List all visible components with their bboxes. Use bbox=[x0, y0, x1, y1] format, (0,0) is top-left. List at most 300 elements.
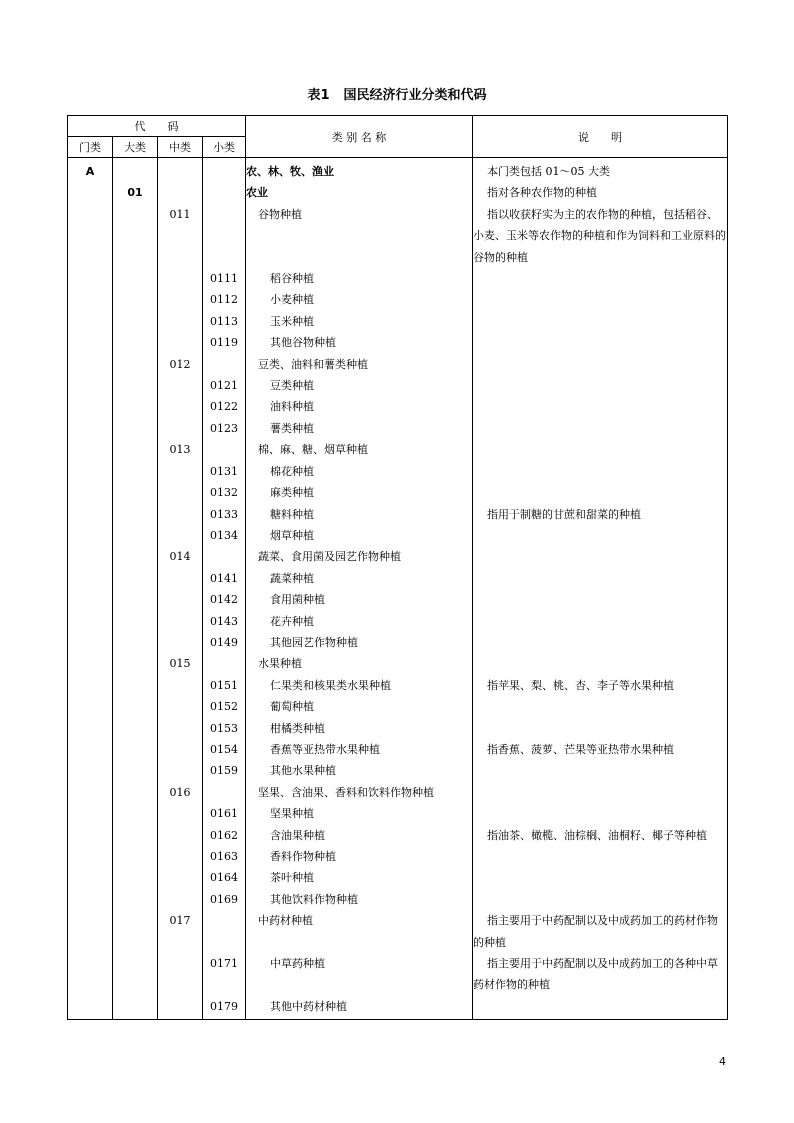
code-xiao-cell bbox=[203, 996, 246, 1020]
category-name: 中草药种植 bbox=[270, 957, 325, 971]
category-name-cell bbox=[246, 632, 473, 653]
code-zhong-cell bbox=[158, 546, 203, 567]
table-row bbox=[68, 375, 728, 396]
code-xiao: 0164 bbox=[210, 871, 238, 885]
code-zhong-cell bbox=[158, 158, 203, 183]
code-zhong-cell bbox=[158, 182, 203, 203]
category-name-cell bbox=[246, 311, 473, 332]
category-name-cell bbox=[246, 396, 473, 417]
code-xiao: 0163 bbox=[210, 850, 238, 863]
description-cell bbox=[473, 504, 728, 525]
description-cell bbox=[473, 632, 728, 653]
description-cell bbox=[473, 158, 728, 183]
category-name: 谷物种植 bbox=[258, 207, 302, 221]
code-xiao-cell bbox=[203, 653, 246, 674]
table-row bbox=[68, 158, 728, 183]
code-xiao-cell bbox=[203, 803, 246, 824]
table-row bbox=[68, 504, 728, 525]
description-cell bbox=[473, 653, 728, 674]
category-name: 柑橘类种植 bbox=[270, 721, 325, 735]
header-da: 大类 bbox=[113, 137, 158, 158]
code-men-cell bbox=[68, 803, 113, 824]
code-da-cell bbox=[113, 739, 158, 760]
category-name: 香蕉等亚热带水果种植 bbox=[270, 742, 380, 756]
header-xiao: 小类 bbox=[203, 137, 246, 158]
code-men: A bbox=[85, 165, 95, 178]
table-row bbox=[68, 910, 728, 953]
code-da-cell bbox=[113, 568, 158, 589]
table-row bbox=[68, 332, 728, 353]
category-name-cell bbox=[246, 504, 473, 525]
code-xiao-cell bbox=[203, 718, 246, 739]
description-cell bbox=[473, 589, 728, 610]
table-row bbox=[68, 953, 728, 996]
description: 指油茶、橄榄、油棕榈、油桐籽、椰子等种植 bbox=[487, 828, 707, 842]
category-name-cell bbox=[246, 760, 473, 781]
code-xiao-cell bbox=[203, 525, 246, 546]
code-xiao-cell bbox=[203, 482, 246, 503]
code-da-cell bbox=[113, 418, 158, 439]
code-da-cell bbox=[113, 289, 158, 310]
code-xiao: 0141 bbox=[210, 571, 238, 585]
code-zhong-cell bbox=[158, 675, 203, 696]
code-xiao-cell bbox=[203, 910, 246, 953]
code-zhong-cell bbox=[158, 889, 203, 910]
code-xiao-cell bbox=[203, 418, 246, 439]
code-zhong-cell bbox=[158, 803, 203, 824]
code-xiao: 0161 bbox=[210, 807, 238, 821]
table-title bbox=[0, 84, 794, 103]
code-xiao: 0143 bbox=[210, 614, 238, 628]
code-da-cell bbox=[113, 182, 158, 203]
header-category-name: 类 别 名 称 bbox=[246, 116, 473, 158]
description-cell bbox=[473, 611, 728, 632]
code-zhong-cell bbox=[158, 760, 203, 781]
code-men-cell bbox=[68, 889, 113, 910]
code-men-cell bbox=[68, 718, 113, 739]
description-cell bbox=[473, 546, 728, 567]
table-row bbox=[68, 675, 728, 696]
category-name: 葡萄种植 bbox=[270, 700, 314, 714]
code-xiao-cell bbox=[203, 632, 246, 653]
code-xiao-cell bbox=[203, 182, 246, 203]
code-zhong-cell bbox=[158, 289, 203, 310]
category-name: 小麦种植 bbox=[270, 293, 314, 307]
code-xiao-cell bbox=[203, 760, 246, 781]
code-xiao: 0133 bbox=[210, 507, 238, 521]
code-men-cell bbox=[68, 760, 113, 781]
category-name-cell bbox=[246, 653, 473, 674]
code-xiao-cell bbox=[203, 568, 246, 589]
table-row bbox=[68, 760, 728, 781]
code-zhong: 017 bbox=[169, 914, 191, 928]
category-name-cell bbox=[246, 611, 473, 632]
code-men-cell bbox=[68, 396, 113, 417]
code-xiao-cell bbox=[203, 846, 246, 867]
code-xiao: 0134 bbox=[210, 528, 238, 542]
description: 指主要用于中药配制以及中成药加工的各种中草药材作物的种植 bbox=[473, 957, 718, 992]
code-da-cell bbox=[113, 867, 158, 888]
code-xiao: 0121 bbox=[210, 379, 238, 393]
code-da-cell bbox=[113, 504, 158, 525]
code-da-cell bbox=[113, 354, 158, 375]
description-cell bbox=[473, 675, 728, 696]
description: 指对各种农作物的种植 bbox=[487, 186, 597, 200]
category-name-cell bbox=[246, 996, 473, 1020]
code-men-cell bbox=[68, 739, 113, 760]
code-zhong-cell bbox=[158, 418, 203, 439]
description-cell bbox=[473, 311, 728, 332]
description-cell bbox=[473, 867, 728, 888]
code-xiao: 0122 bbox=[210, 400, 238, 414]
code-da-cell bbox=[113, 332, 158, 353]
category-name-cell bbox=[246, 803, 473, 824]
code-men-cell bbox=[68, 589, 113, 610]
category-name-cell bbox=[246, 375, 473, 396]
category-name-cell bbox=[246, 825, 473, 846]
description-cell bbox=[473, 718, 728, 739]
code-da-cell bbox=[113, 311, 158, 332]
description-cell bbox=[473, 996, 728, 1020]
category-name-cell bbox=[246, 546, 473, 567]
code-da-cell bbox=[113, 653, 158, 674]
description-cell bbox=[473, 289, 728, 310]
table-row bbox=[68, 653, 728, 674]
code-zhong-cell bbox=[158, 996, 203, 1020]
category-name: 其他园艺作物种植 bbox=[270, 635, 358, 649]
code-xiao-cell bbox=[203, 289, 246, 310]
code-zhong-cell bbox=[158, 439, 203, 460]
description-cell bbox=[473, 461, 728, 482]
description-cell bbox=[473, 354, 728, 375]
category-name: 油料种植 bbox=[270, 400, 314, 414]
code-men-cell bbox=[68, 910, 113, 953]
code-xiao: 0151 bbox=[210, 678, 238, 692]
table-row bbox=[68, 354, 728, 375]
category-name: 麻类种植 bbox=[270, 486, 314, 500]
code-da-cell bbox=[113, 803, 158, 824]
code-zhong-cell bbox=[158, 504, 203, 525]
code-zhong-cell bbox=[158, 482, 203, 503]
category-name: 水果种植 bbox=[258, 657, 302, 671]
category-name-cell bbox=[246, 439, 473, 460]
code-men-cell bbox=[68, 546, 113, 567]
code-da-cell bbox=[113, 525, 158, 546]
table-row bbox=[68, 718, 728, 739]
code-men-cell bbox=[68, 182, 113, 203]
code-men-cell bbox=[68, 311, 113, 332]
description-cell bbox=[473, 803, 728, 824]
code-xiao: 0149 bbox=[210, 635, 238, 649]
code-xiao-cell bbox=[203, 889, 246, 910]
header-description: 说 明 bbox=[473, 116, 728, 158]
category-name-cell bbox=[246, 461, 473, 482]
code-men-cell bbox=[68, 268, 113, 289]
category-name-cell bbox=[246, 182, 473, 203]
description-cell bbox=[473, 396, 728, 417]
table-row bbox=[68, 782, 728, 803]
code-zhong-cell bbox=[158, 332, 203, 353]
code-men-cell bbox=[68, 354, 113, 375]
category-name-cell bbox=[246, 332, 473, 353]
code-xiao: 0123 bbox=[210, 421, 238, 435]
header-men: 门类 bbox=[68, 137, 113, 158]
code-zhong-cell bbox=[158, 846, 203, 867]
code-xiao: 0132 bbox=[210, 486, 238, 500]
category-name-cell bbox=[246, 696, 473, 717]
table-row bbox=[68, 439, 728, 460]
code-xiao: 0154 bbox=[210, 742, 238, 756]
code-xiao: 0131 bbox=[210, 464, 238, 478]
code-xiao-cell bbox=[203, 739, 246, 760]
code-zhong-cell bbox=[158, 589, 203, 610]
category-name: 糖料种植 bbox=[270, 507, 314, 521]
code-men-cell bbox=[68, 953, 113, 996]
table-row bbox=[68, 461, 728, 482]
code-xiao-cell bbox=[203, 825, 246, 846]
code-zhong-cell bbox=[158, 910, 203, 953]
code-da-cell bbox=[113, 825, 158, 846]
code-men-cell bbox=[68, 653, 113, 674]
code-da-cell bbox=[113, 439, 158, 460]
category-name-cell bbox=[246, 782, 473, 803]
code-xiao-cell bbox=[203, 675, 246, 696]
code-zhong: 011 bbox=[169, 207, 191, 221]
code-men-cell bbox=[68, 696, 113, 717]
description-cell bbox=[473, 889, 728, 910]
code-xiao: 0179 bbox=[210, 999, 238, 1013]
category-name-cell bbox=[246, 889, 473, 910]
category-name: 食用菌种植 bbox=[270, 593, 325, 607]
category-name-cell bbox=[246, 867, 473, 888]
table-row bbox=[68, 482, 728, 503]
code-zhong-cell bbox=[158, 396, 203, 417]
category-name-cell bbox=[246, 739, 473, 760]
code-da-cell bbox=[113, 461, 158, 482]
code-men-cell bbox=[68, 525, 113, 546]
category-name-cell bbox=[246, 568, 473, 589]
table-row bbox=[68, 996, 728, 1020]
code-xiao-cell bbox=[203, 461, 246, 482]
description-cell bbox=[473, 910, 728, 953]
category-name-cell bbox=[246, 589, 473, 610]
description-cell bbox=[473, 332, 728, 353]
description-cell bbox=[473, 418, 728, 439]
code-men-cell bbox=[68, 825, 113, 846]
category-name-cell bbox=[246, 846, 473, 867]
code-zhong-cell bbox=[158, 568, 203, 589]
code-da-cell bbox=[113, 589, 158, 610]
table-row bbox=[68, 546, 728, 567]
code-xiao: 0112 bbox=[210, 293, 238, 307]
category-name: 烟草种植 bbox=[270, 528, 314, 542]
code-zhong-cell bbox=[158, 354, 203, 375]
code-da-cell bbox=[113, 632, 158, 653]
table-body bbox=[68, 158, 728, 1020]
code-xiao: 0142 bbox=[210, 593, 238, 607]
code-zhong-cell bbox=[158, 311, 203, 332]
code-zhong-cell bbox=[158, 825, 203, 846]
code-zhong: 013 bbox=[169, 443, 191, 457]
table-title-text: 国民经济行业分类和代码 bbox=[343, 88, 487, 103]
description-cell bbox=[473, 204, 728, 268]
code-xiao-cell bbox=[203, 439, 246, 460]
code-da-cell bbox=[113, 268, 158, 289]
description-cell bbox=[473, 439, 728, 460]
table-row bbox=[68, 867, 728, 888]
category-name: 其他水果种植 bbox=[270, 764, 336, 778]
code-men-cell bbox=[68, 158, 113, 183]
table-row bbox=[68, 418, 728, 439]
code-da-cell bbox=[113, 718, 158, 739]
code-da-cell bbox=[113, 611, 158, 632]
code-xiao-cell bbox=[203, 953, 246, 996]
code-da-cell bbox=[113, 889, 158, 910]
category-name-cell bbox=[246, 482, 473, 503]
description-cell bbox=[473, 375, 728, 396]
code-men-cell bbox=[68, 996, 113, 1020]
code-xiao: 0113 bbox=[210, 314, 238, 328]
code-xiao-cell bbox=[203, 589, 246, 610]
category-name-cell bbox=[246, 718, 473, 739]
description-cell bbox=[473, 482, 728, 503]
category-name: 蔬菜、食用菌及园艺作物种植 bbox=[258, 550, 401, 564]
description-cell bbox=[473, 825, 728, 846]
code-zhong: 016 bbox=[169, 785, 191, 799]
code-zhong-cell bbox=[158, 867, 203, 888]
description: 本门类包括 01～05 大类 bbox=[487, 165, 610, 178]
code-da-cell bbox=[113, 396, 158, 417]
code-men-cell bbox=[68, 439, 113, 460]
category-name: 棉、麻、糖、烟草种植 bbox=[258, 443, 368, 457]
description-cell bbox=[473, 525, 728, 546]
category-name: 其他谷物种植 bbox=[270, 336, 336, 350]
code-men-cell bbox=[68, 482, 113, 503]
code-xiao-cell bbox=[203, 311, 246, 332]
description-cell bbox=[473, 739, 728, 760]
code-da-cell bbox=[113, 910, 158, 953]
code-zhong: 014 bbox=[169, 550, 191, 564]
code-zhong-cell bbox=[158, 782, 203, 803]
code-da-cell bbox=[113, 760, 158, 781]
category-name: 薯类种植 bbox=[270, 421, 314, 435]
code-men-cell bbox=[68, 332, 113, 353]
category-name: 含油果种植 bbox=[270, 828, 325, 842]
code-men-cell bbox=[68, 504, 113, 525]
description: 指用于制糖的甘蔗和甜菜的种植 bbox=[487, 507, 641, 521]
category-name: 坚果、含油果、香料和饮料作物种植 bbox=[258, 785, 434, 799]
code-zhong-cell bbox=[158, 375, 203, 396]
code-da-cell bbox=[113, 482, 158, 503]
code-men-cell bbox=[68, 611, 113, 632]
code-men-cell bbox=[68, 782, 113, 803]
code-zhong-cell bbox=[158, 632, 203, 653]
code-da-cell bbox=[113, 158, 158, 183]
code-xiao: 0169 bbox=[210, 892, 238, 906]
table-row bbox=[68, 846, 728, 867]
description-cell bbox=[473, 182, 728, 203]
category-name: 蔬菜种植 bbox=[270, 571, 314, 585]
description: 指香蕉、菠萝、芒果等亚热带水果种植 bbox=[487, 742, 674, 756]
code-men-cell bbox=[68, 461, 113, 482]
code-da-cell bbox=[113, 375, 158, 396]
description: 指苹果、梨、桃、杏、李子等水果种植 bbox=[487, 678, 674, 692]
table-row bbox=[68, 589, 728, 610]
header-code: 代 码 bbox=[68, 116, 246, 137]
description-cell bbox=[473, 760, 728, 781]
table-row bbox=[68, 396, 728, 417]
table-row bbox=[68, 525, 728, 546]
description-cell bbox=[473, 782, 728, 803]
description-cell bbox=[473, 568, 728, 589]
description: 指以收获籽实为主的农作物的种植，包括稻谷、小麦、玉米等农作物的种植和作为饲料和工业原料的谷物的种植 bbox=[473, 207, 726, 264]
category-name: 稻谷种植 bbox=[270, 272, 314, 286]
header-zhong: 中类 bbox=[158, 137, 203, 158]
code-zhong-cell bbox=[158, 696, 203, 717]
description: 指主要用于中药配制以及中成药加工的药材作物的种植 bbox=[473, 914, 718, 949]
description-cell bbox=[473, 268, 728, 289]
code-zhong-cell bbox=[158, 525, 203, 546]
code-xiao: 0119 bbox=[210, 336, 238, 350]
code-zhong-cell bbox=[158, 204, 203, 268]
code-xiao: 0111 bbox=[210, 272, 238, 286]
category-name: 农业 bbox=[246, 186, 268, 200]
table-row bbox=[68, 696, 728, 717]
category-name: 花卉种植 bbox=[270, 614, 314, 628]
code-men-cell bbox=[68, 289, 113, 310]
code-xiao-cell bbox=[203, 204, 246, 268]
table-row bbox=[68, 311, 728, 332]
code-xiao: 0159 bbox=[210, 764, 238, 778]
code-xiao-cell bbox=[203, 546, 246, 567]
code-men-cell bbox=[68, 867, 113, 888]
code-xiao-cell bbox=[203, 354, 246, 375]
category-name-cell bbox=[246, 204, 473, 268]
code-da-cell bbox=[113, 782, 158, 803]
category-name: 其他中药材种植 bbox=[270, 999, 347, 1013]
code-da-cell bbox=[113, 696, 158, 717]
category-name: 坚果种植 bbox=[270, 807, 314, 821]
code-men-cell bbox=[68, 632, 113, 653]
code-da-cell bbox=[113, 675, 158, 696]
category-name: 中药材种植 bbox=[258, 914, 313, 928]
code-xiao-cell bbox=[203, 375, 246, 396]
category-name: 香料作物种植 bbox=[270, 850, 336, 863]
code-men-cell bbox=[68, 568, 113, 589]
code-zhong-cell bbox=[158, 611, 203, 632]
code-men-cell bbox=[68, 846, 113, 867]
code-da-cell bbox=[113, 953, 158, 996]
code-da-cell bbox=[113, 846, 158, 867]
table-row bbox=[68, 268, 728, 289]
description-cell bbox=[473, 846, 728, 867]
code-xiao-cell bbox=[203, 268, 246, 289]
code-xiao-cell bbox=[203, 782, 246, 803]
code-zhong-cell bbox=[158, 739, 203, 760]
category-name-cell bbox=[246, 525, 473, 546]
code-da-cell bbox=[113, 204, 158, 268]
table-row bbox=[68, 825, 728, 846]
industry-classification-table bbox=[67, 115, 728, 1020]
code-xiao-cell bbox=[203, 696, 246, 717]
table-row bbox=[68, 803, 728, 824]
code-zhong-cell bbox=[158, 461, 203, 482]
code-xiao: 0152 bbox=[210, 700, 238, 714]
code-xiao-cell bbox=[203, 504, 246, 525]
category-name-cell bbox=[246, 289, 473, 310]
category-name-cell bbox=[246, 675, 473, 696]
category-name-cell bbox=[246, 418, 473, 439]
